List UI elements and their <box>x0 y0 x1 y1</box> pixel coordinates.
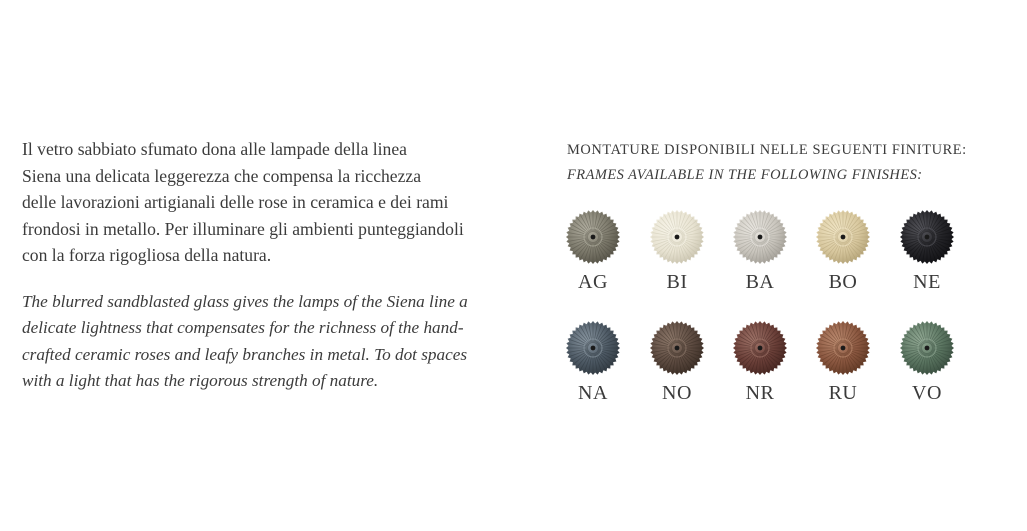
rosette-swatch-icon <box>563 318 623 378</box>
italian-line: frondosi in metallo. Per illuminare gli ambienti punteggiandoli <box>22 218 464 239</box>
finishes-section <box>567 140 1007 184</box>
italian-description <box>22 136 542 269</box>
finish-code-label: NO <box>662 382 692 404</box>
english-line: The blurred sandblasted glass gives the lamps of the Siena line a <box>22 291 468 311</box>
english-line: with a light that has the rigorous strength of nature. <box>22 371 379 390</box>
rosette-swatch-icon <box>813 207 873 267</box>
english-description <box>22 289 542 395</box>
rosette-swatch-icon <box>647 318 707 378</box>
finish-swatch-vo <box>892 318 962 408</box>
rosette-swatch-icon <box>897 207 957 267</box>
description-column <box>22 136 542 395</box>
finish-code-label: BA <box>745 271 775 293</box>
finish-code-label: VO <box>912 382 942 404</box>
rosette-swatch-icon <box>897 318 957 378</box>
finishes-subtitle: FRAMES AVAILABLE IN THE FOLLOWING FINISHES: <box>567 167 923 183</box>
finish-swatch-bi <box>642 207 712 297</box>
english-line: crafted ceramic roses and leafy branches in metal. To dot spaces <box>22 344 468 364</box>
finish-code-label: AG <box>578 271 608 293</box>
finish-swatch-na <box>558 318 628 408</box>
italian-line: Il vetro sabbiato sfumato dona alle lampade della linea <box>22 139 407 159</box>
finish-swatch-ag <box>558 207 628 297</box>
italian-line: con la forza rigogliosa della natura. <box>22 245 272 265</box>
italian-line: delle lavorazioni artigianali delle rose in ceramica e dei rami <box>22 192 449 212</box>
finish-code-label: NR <box>745 382 775 404</box>
finish-swatch-ru <box>808 318 878 408</box>
finish-swatch-ba <box>725 207 795 297</box>
finishes-title: MONTATURE DISPONIBILI NELLE SEGUENTI FINITURE: <box>567 142 967 158</box>
finish-code-label: BO <box>828 271 858 293</box>
finish-code-label: NE <box>913 271 941 293</box>
finish-swatch-ne <box>892 207 962 297</box>
finish-code-label: NA <box>578 382 608 404</box>
rosette-swatch-icon <box>730 318 790 378</box>
rosette-swatch-icon <box>563 207 623 267</box>
finish-swatch-no <box>642 318 712 408</box>
rosette-swatch-icon <box>730 207 790 267</box>
finish-swatch-nr <box>725 318 795 408</box>
english-line: delicate lightness that compensates for the richness of the hand- <box>22 318 464 337</box>
rosette-swatch-icon <box>647 207 707 267</box>
finish-code-label: BI <box>666 271 688 293</box>
finish-code-label: RU <box>828 382 858 404</box>
finish-swatch-bo <box>808 207 878 297</box>
italian-line: Siena una delicata leggerezza che compensa la ricchezza <box>22 165 422 186</box>
rosette-swatch-icon <box>813 318 873 378</box>
